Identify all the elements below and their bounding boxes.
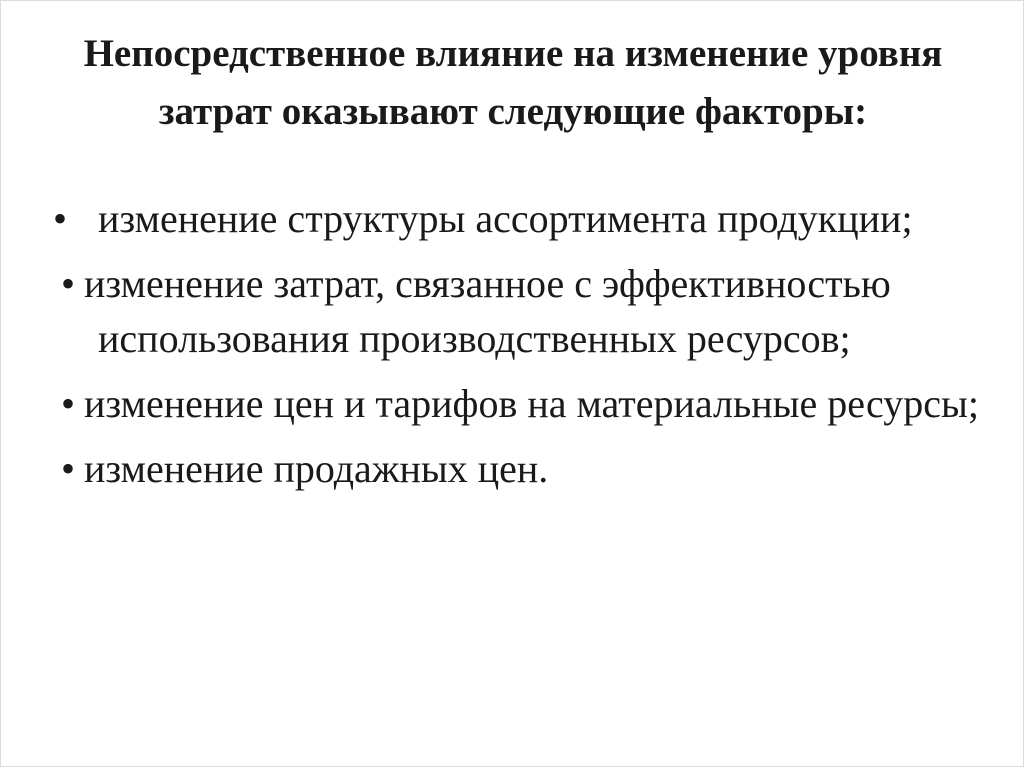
bullet-text: изменение продажных цен. — [84, 446, 549, 491]
bullet-text: изменение затрат, связанное с эффективностью использования производственных ресурсов; — [84, 261, 891, 361]
bullet-icon: • — [61, 381, 76, 426]
bullet-icon: • — [61, 261, 76, 306]
bullet-text: изменение цен и тарифов на материальные ресурсы; — [84, 381, 979, 426]
bullet-text: изменение структуры ассортимента продукции; — [98, 196, 913, 241]
list-item — [53, 441, 983, 496]
list-item — [53, 376, 983, 431]
slide-title: Непосредственное влияние на изменение уровня затрат оказывают следующие факторы: — [83, 32, 943, 133]
bullet-icon: • — [61, 446, 76, 491]
bullet-list — [53, 191, 983, 506]
list-item — [53, 256, 983, 366]
bullet-icon: • — [53, 196, 68, 241]
list-item — [53, 191, 983, 246]
